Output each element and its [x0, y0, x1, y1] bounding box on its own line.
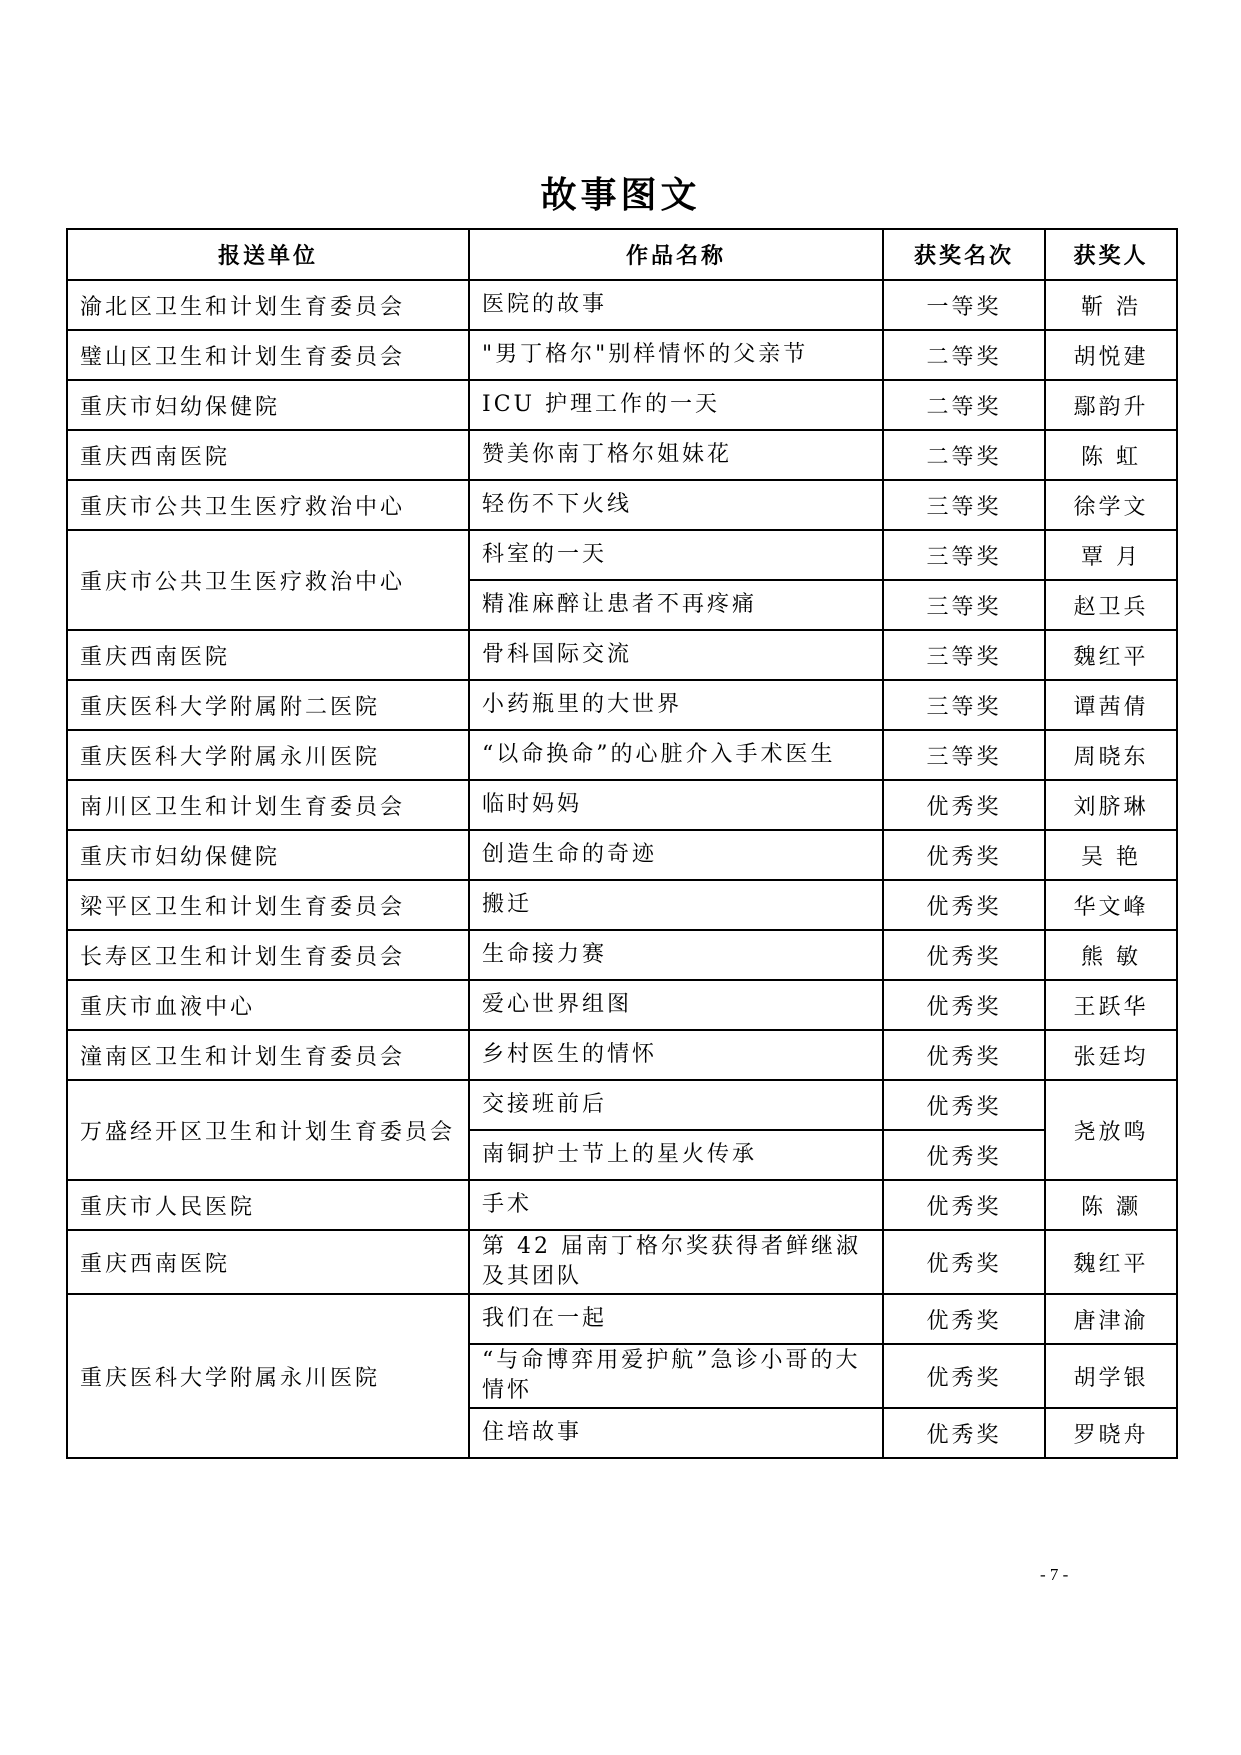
- table-row: [67, 630, 1177, 680]
- table-row: [67, 930, 1177, 980]
- unit-cell: 重庆医科大学附属附二医院: [67, 680, 469, 730]
- person-cell: 熊 敏: [1045, 930, 1177, 980]
- person-cell: 鄢韵升: [1045, 380, 1177, 430]
- rank-cell: 优秀奖: [883, 1230, 1045, 1294]
- rank-cell: 优秀奖: [883, 980, 1045, 1030]
- rank-cell: 优秀奖: [883, 1294, 1045, 1344]
- work-cell: 我们在一起: [469, 1294, 883, 1344]
- table-row: [67, 830, 1177, 880]
- rank-cell: 三等奖: [883, 630, 1045, 680]
- table-row: [67, 530, 1177, 580]
- rank-cell: 优秀奖: [883, 1344, 1045, 1408]
- work-cell: 搬迁: [469, 880, 883, 930]
- work-cell: ICU 护理工作的一天: [469, 380, 883, 430]
- person-cell: 周晓东: [1045, 730, 1177, 780]
- unit-cell: 重庆市公共卫生医疗救治中心: [67, 480, 469, 530]
- table-row: [67, 280, 1177, 330]
- unit-cell: 重庆医科大学附属永川医院: [67, 730, 469, 780]
- person-cell: 靳 浩: [1045, 280, 1177, 330]
- unit-cell: 重庆医科大学附属永川医院: [67, 1294, 469, 1458]
- table-row: [67, 430, 1177, 480]
- rank-cell: 二等奖: [883, 430, 1045, 480]
- header-unit: 报送单位: [67, 229, 469, 280]
- person-cell: 胡悦建: [1045, 330, 1177, 380]
- unit-cell: 梁平区卫生和计划生育委员会: [67, 880, 469, 930]
- work-cell: “以命换命”的心脏介入手术医生: [469, 730, 883, 780]
- table-row: [67, 480, 1177, 530]
- work-cell: 第 42 届南丁格尔奖获得者鲜继淑及其团队: [469, 1230, 883, 1294]
- person-cell: 华文峰: [1045, 880, 1177, 930]
- person-cell: 刘脐琳: [1045, 780, 1177, 830]
- work-cell: 住培故事: [469, 1408, 883, 1458]
- table-row: [67, 1080, 1177, 1130]
- work-cell: 南铜护士节上的星火传承: [469, 1130, 883, 1180]
- work-cell: 赞美你南丁格尔姐妹花: [469, 430, 883, 480]
- table-row: [67, 1030, 1177, 1080]
- table-header-row: [67, 229, 1177, 280]
- unit-cell: 重庆市妇幼保健院: [67, 830, 469, 880]
- rank-cell: 三等奖: [883, 480, 1045, 530]
- rank-cell: 优秀奖: [883, 880, 1045, 930]
- person-cell: 魏红平: [1045, 630, 1177, 680]
- work-cell: 轻伤不下火线: [469, 480, 883, 530]
- person-cell: 赵卫兵: [1045, 580, 1177, 630]
- awards-table: [66, 228, 1178, 1459]
- unit-cell: 重庆西南医院: [67, 630, 469, 680]
- work-cell: 临时妈妈: [469, 780, 883, 830]
- unit-cell: 长寿区卫生和计划生育委员会: [67, 930, 469, 980]
- table-row: [67, 330, 1177, 380]
- page-number: - 7 -: [1040, 1565, 1069, 1584]
- work-cell: 医院的故事: [469, 280, 883, 330]
- person-cell: 陈 虹: [1045, 430, 1177, 480]
- person-cell: 张廷均: [1045, 1030, 1177, 1080]
- table-row: [67, 1180, 1177, 1230]
- table-row: [67, 1230, 1177, 1294]
- rank-cell: 优秀奖: [883, 1408, 1045, 1458]
- unit-cell: 万盛经开区卫生和计划生育委员会: [67, 1080, 469, 1180]
- table-row: [67, 780, 1177, 830]
- unit-cell: 南川区卫生和计划生育委员会: [67, 780, 469, 830]
- rank-cell: 二等奖: [883, 380, 1045, 430]
- rank-cell: 三等奖: [883, 530, 1045, 580]
- work-cell: 小药瓶里的大世界: [469, 680, 883, 730]
- person-cell: 尧放鸣: [1045, 1080, 1177, 1180]
- person-cell: 谭茜倩: [1045, 680, 1177, 730]
- person-cell: 陈 灏: [1045, 1180, 1177, 1230]
- header-rank: 获奖名次: [883, 229, 1045, 280]
- unit-cell: 重庆市人民医院: [67, 1180, 469, 1230]
- page-title: 故事图文: [540, 174, 701, 216]
- rank-cell: 三等奖: [883, 580, 1045, 630]
- unit-cell: 璧山区卫生和计划生育委员会: [67, 330, 469, 380]
- rank-cell: 优秀奖: [883, 1130, 1045, 1180]
- rank-cell: 优秀奖: [883, 930, 1045, 980]
- person-cell: 徐学文: [1045, 480, 1177, 530]
- work-cell: 骨科国际交流: [469, 630, 883, 680]
- work-cell: 科室的一天: [469, 530, 883, 580]
- person-cell: 胡学银: [1045, 1344, 1177, 1408]
- header-work: 作品名称: [469, 229, 883, 280]
- work-cell: 精准麻醉让患者不再疼痛: [469, 580, 883, 630]
- unit-cell: 渝北区卫生和计划生育委员会: [67, 280, 469, 330]
- work-cell: 交接班前后: [469, 1080, 883, 1130]
- unit-cell: 重庆西南医院: [67, 430, 469, 480]
- rank-cell: 三等奖: [883, 680, 1045, 730]
- rank-cell: 优秀奖: [883, 1030, 1045, 1080]
- work-cell: 爱心世界组图: [469, 980, 883, 1030]
- table-row: [67, 1294, 1177, 1344]
- rank-cell: 优秀奖: [883, 1080, 1045, 1130]
- work-cell: 生命接力赛: [469, 930, 883, 980]
- unit-cell: 重庆市妇幼保健院: [67, 380, 469, 430]
- work-cell: “与命博弈用爱护航”急诊小哥的大情怀: [469, 1344, 883, 1408]
- work-cell: 创造生命的奇迹: [469, 830, 883, 880]
- unit-cell: 重庆市公共卫生医疗救治中心: [67, 530, 469, 630]
- person-cell: 唐津渝: [1045, 1294, 1177, 1344]
- rank-cell: 二等奖: [883, 330, 1045, 380]
- table-row: [67, 730, 1177, 780]
- rank-cell: 三等奖: [883, 730, 1045, 780]
- person-cell: 魏红平: [1045, 1230, 1177, 1294]
- work-cell: "男丁格尔"别样情怀的父亲节: [469, 330, 883, 380]
- person-cell: 罗晓舟: [1045, 1408, 1177, 1458]
- person-cell: 王跃华: [1045, 980, 1177, 1030]
- header-person: 获奖人: [1045, 229, 1177, 280]
- work-cell: 手术: [469, 1180, 883, 1230]
- person-cell: 吴 艳: [1045, 830, 1177, 880]
- unit-cell: 潼南区卫生和计划生育委员会: [67, 1030, 469, 1080]
- table-row: [67, 880, 1177, 930]
- table-row: [67, 980, 1177, 1030]
- unit-cell: 重庆市血液中心: [67, 980, 469, 1030]
- work-cell: 乡村医生的情怀: [469, 1030, 883, 1080]
- table-row: [67, 680, 1177, 730]
- rank-cell: 优秀奖: [883, 780, 1045, 830]
- rank-cell: 一等奖: [883, 280, 1045, 330]
- person-cell: 覃 月: [1045, 530, 1177, 580]
- rank-cell: 优秀奖: [883, 830, 1045, 880]
- unit-cell: 重庆西南医院: [67, 1230, 469, 1294]
- table-row: [67, 380, 1177, 430]
- rank-cell: 优秀奖: [883, 1180, 1045, 1230]
